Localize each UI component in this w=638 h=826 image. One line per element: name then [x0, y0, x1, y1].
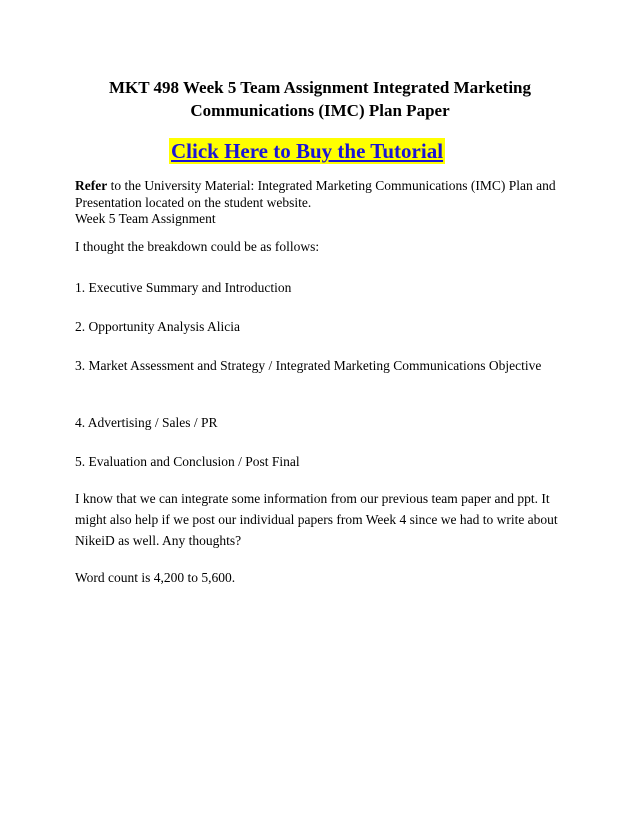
refer-block	[75, 178, 565, 228]
refer-text: to the University Material: Integrated Marketing Communications (IMC) Plan and Presentation located on the student website.	[75, 178, 556, 210]
intro-paragraph: I thought the breakdown could be as follows:	[75, 239, 320, 254]
list-item-opportunity-analysis: 2. Opportunity Analysis Alicia	[75, 319, 240, 334]
list-item-evaluation: 5. Evaluation and Conclusion / Post Final	[75, 454, 300, 469]
refer-lead: Refer	[75, 178, 108, 193]
buy-tutorial-link[interactable]: Click Here to Buy the Tutorial	[171, 139, 444, 163]
discussion-paragraph: I know that we can integrate some information from our previous team paper and ppt. It might also help if we post our individual papers from Week 4 since we had to write about NikeiD as well. Any thoughts?	[75, 491, 558, 548]
list-item-market-assessment: 3. Market Assessment and Strategy / Integrated Marketing Communications Objective	[75, 358, 542, 373]
word-count-paragraph: Word count is 4,200 to 5,600.	[75, 570, 236, 585]
page-title: MKT 498 Week 5 Team Assignment Integrated Marketing Communications (IMC) Plan Paper	[108, 78, 531, 120]
assignment-line: Week 5 Team Assignment	[75, 211, 216, 226]
list-item-advertising: 4. Advertising / Sales / PR	[75, 415, 218, 430]
list-item-executive-summary: 1. Executive Summary and Introduction	[75, 280, 292, 295]
